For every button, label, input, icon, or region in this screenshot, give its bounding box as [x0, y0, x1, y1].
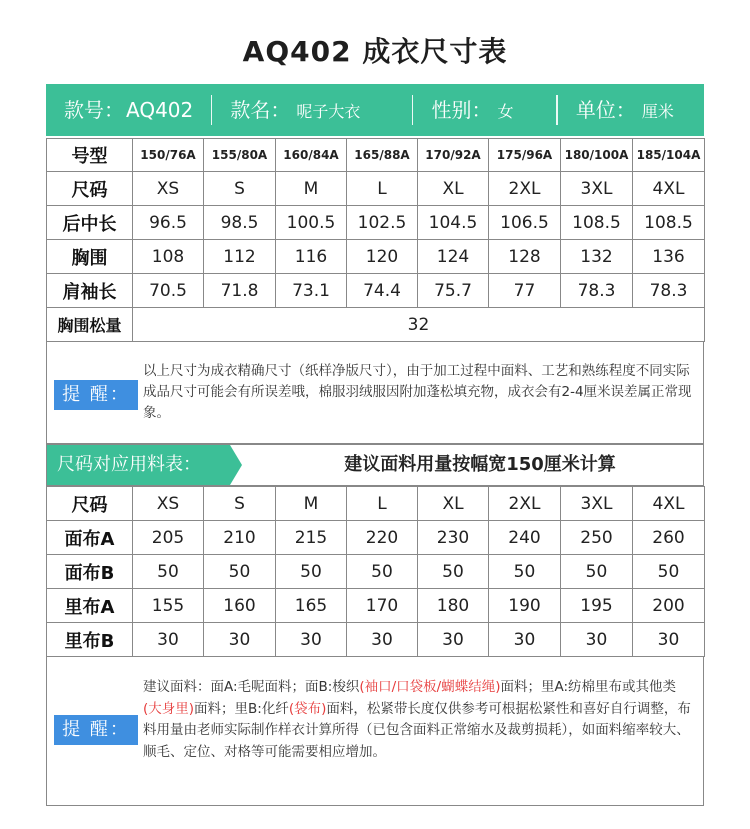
- table-cell: 195: [561, 589, 633, 623]
- unit: [558, 84, 704, 136]
- table-cell: S: [204, 487, 276, 521]
- table-cell: M: [276, 487, 347, 521]
- table-cell: XL: [418, 172, 489, 206]
- table-cell: 73.1: [276, 274, 347, 308]
- unit-value: 厘米: [641, 102, 674, 121]
- fabric-reminder-box: [46, 656, 704, 806]
- row-label: 胸围: [47, 240, 133, 274]
- table-cell: 2XL: [489, 487, 561, 521]
- table-cell: M: [276, 172, 347, 206]
- table-row: [47, 308, 705, 342]
- table-cell: 3XL: [561, 172, 633, 206]
- table-cell: 50: [489, 555, 561, 589]
- table-cell: 180/100A: [561, 139, 633, 172]
- table-cell: 102.5: [347, 206, 418, 240]
- reminder-text-part: 面料；里B:化纤: [194, 700, 289, 717]
- table-cell: S: [204, 172, 276, 206]
- row-label: 号型: [47, 139, 133, 172]
- row-label: 面布B: [47, 555, 133, 589]
- table-cell: 50: [418, 555, 489, 589]
- row-label: 里布A: [47, 589, 133, 623]
- table-row: [47, 555, 705, 589]
- fabric-note: 建议面料用量按幅宽150厘米计算: [344, 454, 616, 475]
- table-cell: 124: [418, 240, 489, 274]
- table-cell: 75.7: [418, 274, 489, 308]
- table-cell: 77: [489, 274, 561, 308]
- table-cell: 150/76A: [133, 139, 204, 172]
- table-cell: 205: [133, 521, 204, 555]
- table-cell: 210: [204, 521, 276, 555]
- table-cell: 50: [204, 555, 276, 589]
- row-label: 尺码: [47, 487, 133, 521]
- info-divider: [211, 95, 213, 125]
- chest-ease-value: 32: [133, 308, 705, 342]
- table-cell: 250: [561, 521, 633, 555]
- reminder-tag: 提 醒：: [54, 715, 138, 745]
- reminder-text-part: 建议面料：面A:毛呢面料；面B:梭织: [143, 679, 360, 695]
- reminder-box: [46, 341, 704, 444]
- table-cell: 116: [276, 240, 347, 274]
- fabric-header: [46, 444, 704, 486]
- row-label: 里布B: [47, 623, 133, 657]
- table-cell: 2XL: [489, 172, 561, 206]
- table-cell: 190: [489, 589, 561, 623]
- gender-label: 性别：: [431, 98, 492, 122]
- table-cell: L: [347, 487, 418, 521]
- table-cell: 108: [133, 240, 204, 274]
- table-cell: 30: [633, 623, 705, 657]
- page-title: AQ402 成衣尺寸表: [242, 35, 508, 68]
- table-row: [47, 240, 705, 274]
- table-cell: 78.3: [633, 274, 705, 308]
- table-cell: 260: [633, 521, 705, 555]
- table-row: [47, 206, 705, 240]
- table-cell: 160: [204, 589, 276, 623]
- table-cell: 175/96A: [489, 139, 561, 172]
- gender: [413, 84, 556, 136]
- size-table: [46, 138, 705, 342]
- table-cell: 104.5: [418, 206, 489, 240]
- table-cell: 108.5: [561, 206, 633, 240]
- reminder-highlight: (袖口/口袋板/蝴蝶结绳): [359, 679, 501, 695]
- table-cell: 4XL: [633, 172, 705, 206]
- reminder-text: 以上尺寸为成衣精确尺寸（纸样净版尺寸），由于加工过程中面料、工艺和熟练程度不同实际成品尺寸可能会有所误差哦，棉服羽绒服因附加蓬松填充物，成衣会有2-4厘米误差属正常现象。: [143, 363, 692, 421]
- table-cell: 155/80A: [204, 139, 276, 172]
- table-row: [47, 274, 705, 308]
- row-label: 面布A: [47, 521, 133, 555]
- style-name-label: 款名：: [230, 98, 291, 122]
- gender-value: 女: [497, 102, 514, 121]
- unit-label: 单位：: [575, 98, 636, 122]
- table-cell: 30: [204, 623, 276, 657]
- table-cell: 230: [418, 521, 489, 555]
- row-label: 尺码: [47, 172, 133, 206]
- table-cell: 215: [276, 521, 347, 555]
- table-cell: 50: [276, 555, 347, 589]
- table-cell: 112: [204, 240, 276, 274]
- table-cell: XL: [418, 487, 489, 521]
- table-cell: 71.8: [204, 274, 276, 308]
- table-cell: L: [347, 172, 418, 206]
- table-cell: 128: [489, 240, 561, 274]
- table-row: [47, 487, 705, 521]
- table-cell: 165: [276, 589, 347, 623]
- table-cell: 180: [418, 589, 489, 623]
- table-cell: 170: [347, 589, 418, 623]
- table-cell: 136: [633, 240, 705, 274]
- table-cell: 220: [347, 521, 418, 555]
- table-cell: 30: [418, 623, 489, 657]
- reminder-highlight: (大身里): [143, 700, 195, 717]
- table-cell: 78.3: [561, 274, 633, 308]
- table-cell: 3XL: [561, 487, 633, 521]
- table-cell: 165/88A: [347, 139, 418, 172]
- fabric-tag: 尺码对应用料表：: [47, 445, 230, 485]
- info-bar: [46, 84, 704, 136]
- row-label: 胸围松量: [47, 308, 133, 342]
- table-cell: 200: [633, 589, 705, 623]
- style-name: [212, 84, 411, 136]
- table-row: [47, 172, 705, 206]
- table-row: [47, 623, 705, 657]
- table-cell: 74.4: [347, 274, 418, 308]
- table-cell: 30: [347, 623, 418, 657]
- info-divider: [556, 95, 558, 125]
- table-cell: 155: [133, 589, 204, 623]
- table-cell: 50: [633, 555, 705, 589]
- table-cell: 70.5: [133, 274, 204, 308]
- table-cell: 106.5: [489, 206, 561, 240]
- table-row: [47, 589, 705, 623]
- table-cell: 4XL: [633, 487, 705, 521]
- style-no: [46, 84, 211, 136]
- table-cell: 240: [489, 521, 561, 555]
- table-cell: 50: [561, 555, 633, 589]
- style-name-value: 呢子大衣: [296, 102, 361, 121]
- style-no-label: 款号：: [64, 98, 124, 122]
- table-row: [47, 139, 705, 172]
- table-cell: XS: [133, 487, 204, 521]
- table-cell: 185/104A: [633, 139, 705, 172]
- table-row: [47, 521, 705, 555]
- table-cell: 30: [489, 623, 561, 657]
- table-cell: 96.5: [133, 206, 204, 240]
- table-cell: XS: [133, 172, 204, 206]
- table-cell: 30: [561, 623, 633, 657]
- reminder-text-part: 面料；里A:纺棉里布或其他类: [500, 679, 677, 695]
- table-cell: 50: [347, 555, 418, 589]
- reminder-text-part: 面料，松紧带长度仅供参考可根据松紧性和喜好自行调整，布料用量由老师实际制作样衣计算所得（已包含面料正常缩水及裁剪损耗），如面料缩率较大、顺毛、定位、对格等可能需要相应增加。: [143, 700, 691, 760]
- reminder-highlight: (袋布): [288, 700, 327, 717]
- table-cell: 108.5: [633, 206, 705, 240]
- fabric-table: [46, 486, 705, 657]
- table-cell: 50: [133, 555, 204, 589]
- info-divider: [412, 95, 414, 125]
- table-cell: 30: [276, 623, 347, 657]
- table-cell: 100.5: [276, 206, 347, 240]
- table-cell: 160/84A: [276, 139, 347, 172]
- table-cell: 120: [347, 240, 418, 274]
- table-cell: 170/92A: [418, 139, 489, 172]
- row-label: 肩袖长: [47, 274, 133, 308]
- table-cell: 30: [133, 623, 204, 657]
- reminder-tag: 提 醒：: [54, 380, 138, 410]
- style-no-value: AQ402: [126, 98, 194, 122]
- table-cell: 132: [561, 240, 633, 274]
- row-label: 后中长: [47, 206, 133, 240]
- fabric-reminder-text: [143, 677, 693, 763]
- table-cell: 98.5: [204, 206, 276, 240]
